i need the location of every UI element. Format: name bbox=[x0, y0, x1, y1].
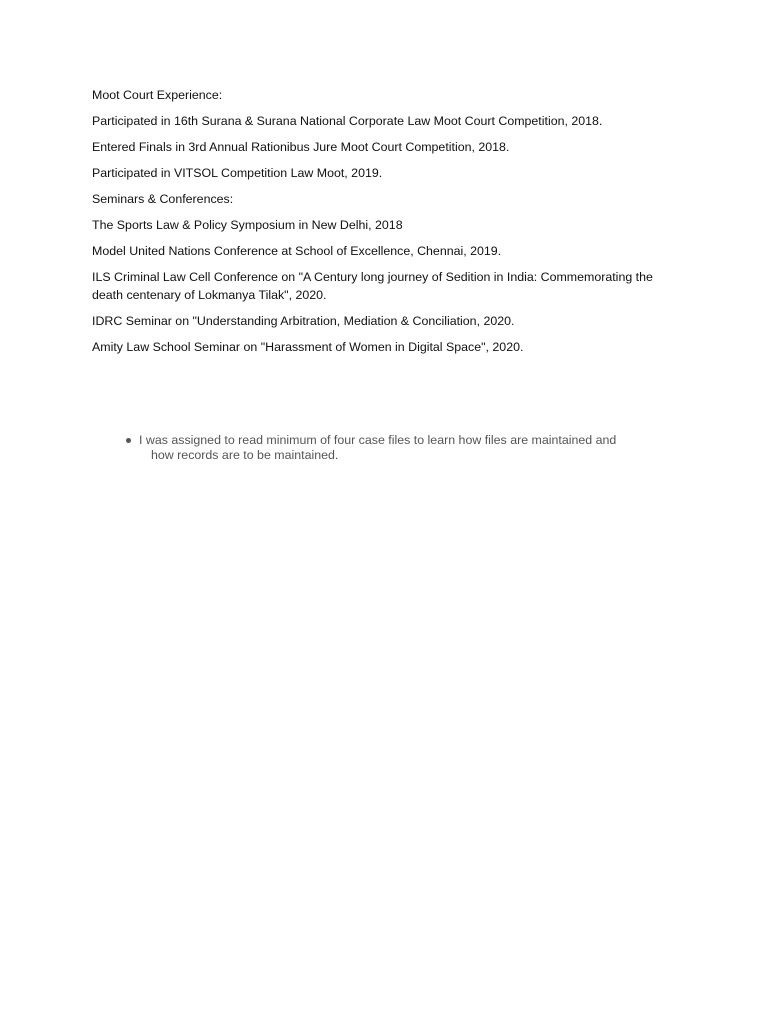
experience-section bbox=[92, 86, 672, 364]
assignment-bullet-item bbox=[126, 433, 686, 463]
bullet-icon bbox=[126, 438, 131, 443]
seminar-item: Amity Law School Seminar on "Harassment of Women in Digital Space", 2020. bbox=[92, 340, 524, 354]
moot-court-item: Participated in 16th Surana & Surana National Corporate Law Moot Court Competition, 2018. bbox=[92, 114, 603, 128]
assignment-line-1: I was assigned to read minimum of four case files to learn how files are maintained and bbox=[139, 433, 617, 447]
assignment-bullet-section bbox=[126, 433, 686, 463]
moot-court-item: Entered Finals in 3rd Annual Rationibus Jure Moot Court Competition, 2018. bbox=[92, 140, 510, 154]
assignment-line-2: how records are to be maintained. bbox=[151, 448, 339, 462]
moot-court-item: Participated in VITSOL Competition Law Moot, 2019. bbox=[92, 166, 383, 180]
seminar-item: Model United Nations Conference at School of Excellence, Chennai, 2019. bbox=[92, 244, 502, 258]
seminar-item: ILS Criminal Law Cell Conference on "A Century long journey of Sedition in India: Commemorating the death centenary of Lokmanya Tilak", 2020. bbox=[92, 270, 653, 302]
seminar-item: The Sports Law & Policy Symposium in New Delhi, 2018 bbox=[92, 218, 403, 232]
seminars-heading: Seminars & Conferences: bbox=[92, 192, 234, 206]
moot-court-heading: Moot Court Experience: bbox=[92, 88, 223, 102]
seminar-item: IDRC Seminar on "Understanding Arbitration, Mediation & Conciliation, 2020. bbox=[92, 314, 515, 328]
